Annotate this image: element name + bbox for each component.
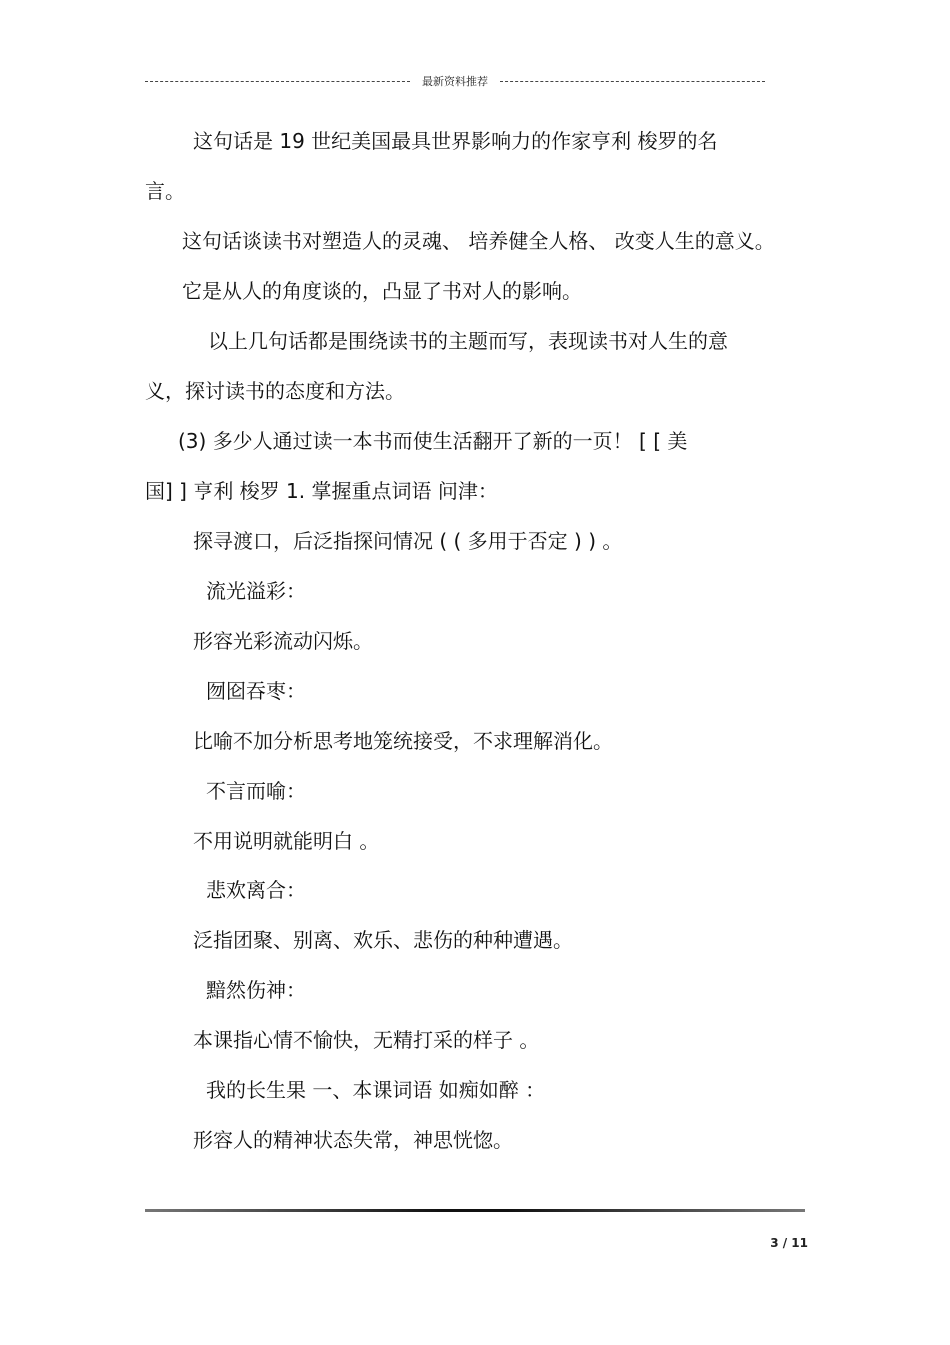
term-definition: 本课指心情不愉快，无精打采的样子 。 [193,1028,540,1052]
term-definition: 形容人的精神状态失常，神思恍惚。 [193,1128,513,1152]
term-heading: 黯然伤神： [206,978,306,1002]
page-number: 3 / 11 [770,1236,808,1250]
text-line: 这句话是 19 世纪美国最具世界影响力的作家亨利 梭罗的名 [193,129,718,153]
text-line: (3) 多少人通过读一本书而使生活翻开了新的一页！ [ [ 美 [178,429,688,453]
text-line: 义，探讨读书的态度和方法。 [145,379,405,403]
page-header [145,70,765,92]
term-definition: 形容光彩流动闪烁。 [193,629,373,653]
term-heading: 我的长生果 一、本课词语 如痴如醉 ： [206,1078,546,1102]
term-definition: 不用说明就能明白 。 [193,829,380,853]
term-definition: 泛指团聚、别离、欢乐、悲伤的种种遭遇。 [193,928,573,952]
term-heading: 囫囵吞枣： [206,679,306,703]
text-line: 言。 [145,179,185,203]
footer-rule [145,1209,805,1212]
text-line: 这句话谈读书对塑造人的灵魂、 培养健全人格、 改变人生的意义。 [182,229,775,253]
text-line: 探寻渡口，后泛指探问情况 ( ( 多用于否定 ) ) 。 [193,529,623,553]
header-dashed-rule-right [500,81,765,82]
text-line: 它是从人的角度谈的，凸显了书对人的影响。 [182,279,582,303]
header-dashed-rule-left [145,81,410,82]
term-definition: 比喻不加分析思考地笼统接受，不求理解消化。 [193,729,613,753]
term-heading: 悲欢离合： [206,878,306,902]
text-line: 以上几句话都是围绕读书的主题而写，表现读书对人生的意 [208,329,728,353]
term-heading: 流光溢彩： [206,579,306,603]
term-heading: 不言而喻： [206,779,306,803]
header-title: 最新资料推荐 [422,75,488,88]
text-line: 国] ] 亨利 梭罗 1. 掌握重点词语 问津： [145,479,498,503]
